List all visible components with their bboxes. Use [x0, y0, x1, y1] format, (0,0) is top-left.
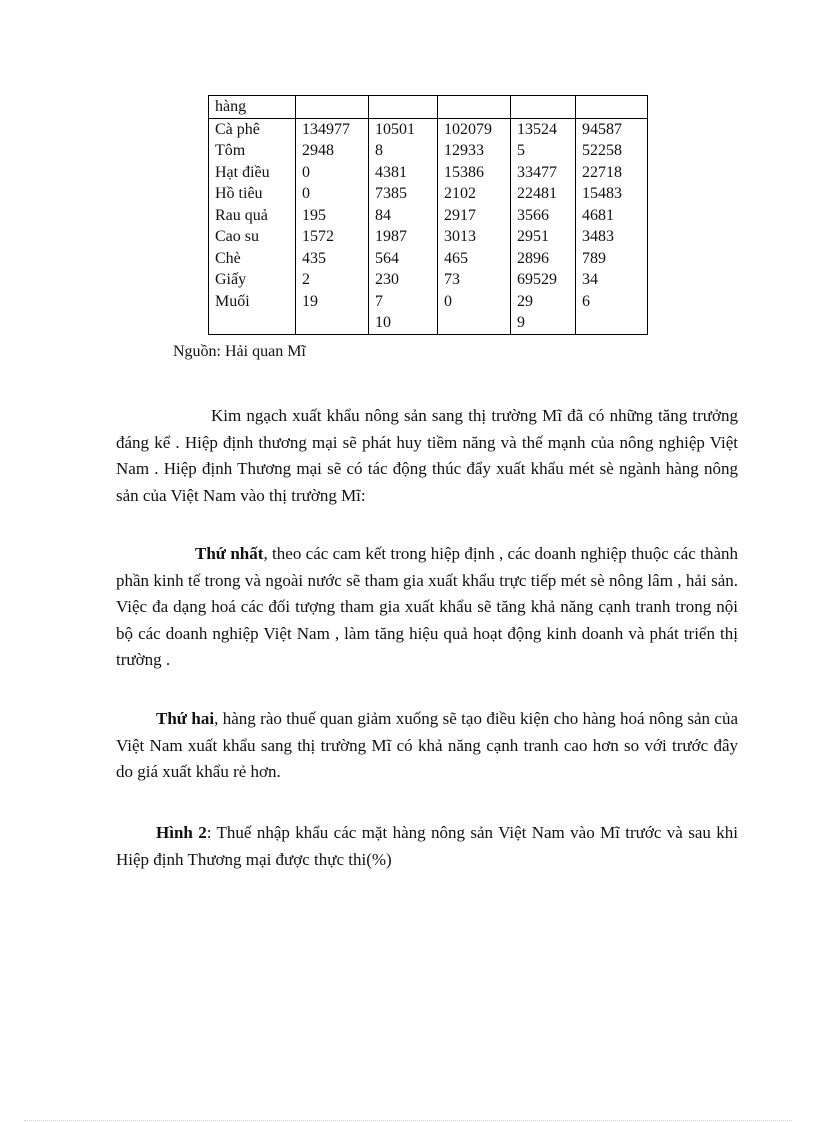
- trailing-value: [302, 312, 368, 334]
- export-data-table: [208, 95, 648, 335]
- value-cell: 2948: [302, 142, 334, 159]
- product-label: Hồ tiêu: [215, 185, 263, 202]
- value-column: [511, 118, 576, 334]
- value-cell: 465: [444, 249, 468, 267]
- value-cell: 22718: [582, 163, 622, 181]
- value-cell: 7: [375, 292, 383, 310]
- product-label: Muối: [215, 292, 250, 310]
- value-cell: 69529: [517, 271, 557, 288]
- product-label-column: [209, 118, 296, 334]
- value-cell: 3483: [582, 228, 614, 245]
- value-cell: 19: [302, 292, 318, 310]
- value-cell: 13524: [517, 120, 557, 138]
- product-label: Giấy: [215, 271, 247, 288]
- product-label: Tôm: [215, 142, 246, 159]
- value-cell: 195: [302, 206, 326, 224]
- product-label: Rau quả: [215, 206, 268, 224]
- value-cell: 3566: [517, 206, 549, 224]
- value-cell: 4681: [582, 206, 614, 224]
- value-cell: 1987: [375, 228, 407, 245]
- value-cell: 3013: [444, 228, 476, 245]
- value-cell: 564: [375, 249, 399, 267]
- trailing-value: [215, 312, 295, 334]
- trailing-value: 10: [375, 314, 391, 331]
- value-cell: 134977: [302, 120, 350, 138]
- trailing-value: [444, 312, 510, 334]
- value-cell: 12933: [444, 142, 484, 159]
- value-cell: 102079: [444, 120, 492, 138]
- value-cell: 8: [375, 142, 383, 159]
- value-cell: 2951: [517, 228, 549, 245]
- value-cell: 15386: [444, 163, 484, 181]
- paragraph-first-point: [116, 541, 738, 674]
- value-column: [576, 118, 648, 334]
- trailing-value: 9: [517, 314, 525, 331]
- value-cell: 1572: [302, 228, 334, 245]
- first-point-heading: Thứ nhất: [195, 544, 264, 563]
- product-label: Hạt điều: [215, 163, 270, 181]
- value-cell: 52258: [582, 142, 622, 159]
- value-column: [369, 118, 438, 334]
- value-cell: 22481: [517, 185, 557, 202]
- value-cell: 0: [302, 185, 310, 202]
- value-cell: 7385: [375, 185, 407, 202]
- value-cell: 10501: [375, 120, 415, 138]
- value-cell: 5: [517, 142, 525, 159]
- product-label: Chè: [215, 249, 241, 267]
- value-cell: 789: [582, 249, 606, 267]
- value-cell: 2917: [444, 206, 476, 224]
- product-label: Cà phê: [215, 120, 260, 138]
- value-cell: 84: [375, 206, 391, 224]
- value-column: [438, 118, 511, 334]
- value-cell: 6: [582, 292, 590, 310]
- table-header-cell: [438, 96, 511, 119]
- figure-caption-label: Hình 2: [156, 823, 207, 842]
- value-cell: 2896: [517, 249, 549, 267]
- trailing-value: [582, 312, 647, 334]
- value-cell: 2: [302, 271, 310, 288]
- product-label: Cao su: [215, 228, 259, 245]
- table-header-cell: [576, 96, 648, 119]
- paragraph-second-point: [116, 706, 738, 786]
- table-source-note: Nguồn: Hải quan Mĩ: [173, 343, 306, 360]
- second-point-heading: Thứ hai: [156, 709, 215, 728]
- value-cell: 435: [302, 249, 326, 267]
- table-header-cell: [511, 96, 576, 119]
- value-cell: 73: [444, 271, 460, 288]
- figure-caption: [116, 820, 738, 873]
- value-cell: 4381: [375, 163, 407, 181]
- page-bottom-divider: [24, 1120, 792, 1121]
- value-cell: 15483: [582, 185, 622, 202]
- first-point-body: , theo các cam kết trong hiệp định , các doanh nghiệp thuộc các thành phần kinh tế trong và ngoài nước sẽ tham gia xuất khẩu trực tiếp mét sè nông lâm , hải sản. Việc đa dạng hoá các đối tượng tham gia xuất khẩu sẽ tăng khả năng cạnh tranh trong nội bộ các doanh nghiệp Việt Nam , làm tăng hiệu quả hoạt động kinh doanh và phát triển thị trường .: [116, 544, 738, 669]
- value-cell: 0: [444, 292, 452, 310]
- value-column: [296, 118, 369, 334]
- value-cell: 34: [582, 271, 598, 288]
- table-header-cell: [369, 96, 438, 119]
- value-cell: 94587: [582, 120, 622, 138]
- figure-caption-text: : Thuế nhập khẩu các mặt hàng nông sản Việt Nam vào Mĩ trước và sau khi Hiệp định Thương mại được thực thi(%): [116, 823, 738, 869]
- value-cell: 33477: [517, 163, 557, 181]
- value-cell: 29: [517, 292, 533, 310]
- value-cell: 0: [302, 163, 310, 181]
- table-header-row: [209, 96, 648, 119]
- value-cell: 230: [375, 271, 399, 288]
- value-cell: 2102: [444, 185, 476, 202]
- table-header-cell: hàng: [209, 96, 296, 119]
- table-body-row: [209, 118, 648, 334]
- second-point-body: , hàng rào thuế quan giảm xuống sẽ tạo điều kiện cho hàng hoá nông sản của Việt Nam xuất khẩu sang thị trường Mĩ có khả năng cạnh tranh cao hơn so với trước đây do giá xuất khẩu rẻ hơn.: [116, 709, 738, 781]
- table-header-cell: [296, 96, 369, 119]
- paragraph-export-growth: Kim ngạch xuất khẩu nông sản sang thị trường Mĩ đã có những tăng trưởng đáng kể . Hiệp định thương mại sẽ phát huy tiềm năng và thế mạnh của nông nghiệp Việt Nam . Hiệp định Thương mại sẽ có tác động thúc đẩy xuất khẩu mét sè ngành hàng nông sản của Việt Nam vào thị trường Mĩ:: [116, 406, 738, 505]
